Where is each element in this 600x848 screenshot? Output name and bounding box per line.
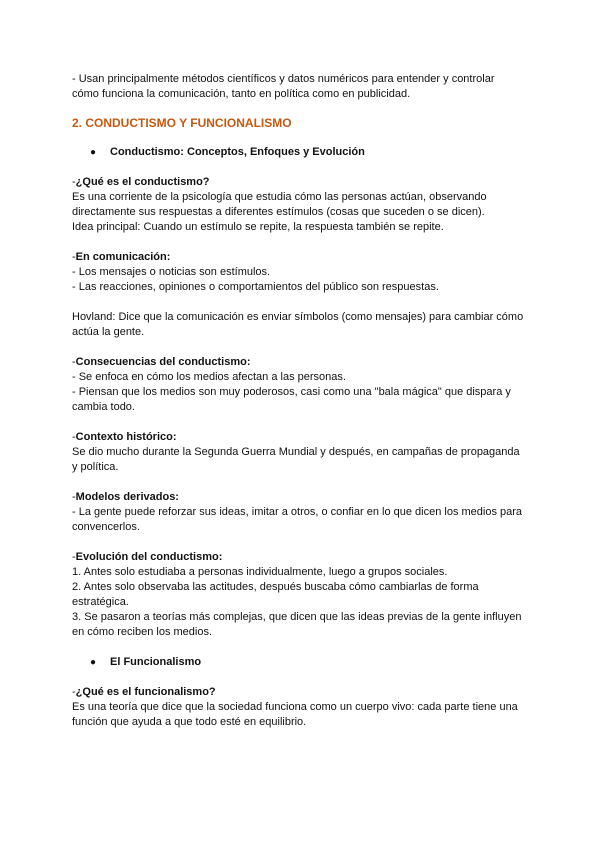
text-line: función que ayuda a que todo esté en equilibrio. — [72, 716, 307, 728]
block-label-line — [72, 550, 532, 565]
text-line: - Las reacciones, opiniones o comportamientos del público son respuestas. — [72, 281, 439, 293]
block-en-comunicacion — [72, 250, 532, 295]
text-line: directamente sus respuestas a diferentes estímulos (cosas que suceden o se dicen). — [72, 206, 485, 218]
block-hovland — [72, 310, 532, 340]
block-modelos-derivados — [72, 490, 532, 535]
block-label-line — [72, 250, 532, 265]
block-label-line — [72, 490, 532, 505]
label-dash: - — [72, 356, 76, 368]
bullet-heading-conductismo: Conductismo: Conceptos, Enfoques y Evolución — [110, 146, 365, 158]
text-line: y política. — [72, 461, 119, 473]
text-line: actúa la gente. — [72, 326, 145, 338]
document-content — [72, 72, 532, 745]
block-label-line — [72, 175, 532, 190]
label-dash: - — [72, 686, 76, 698]
text-line: Se dio mucho durante la Segunda Guerra Mundial y después, en campañas de propaganda — [72, 446, 520, 458]
block-label: Evolución del conductismo: — [75, 551, 223, 563]
text-line: estratégica. — [72, 596, 129, 608]
text-line: - Usan principalmente métodos científicos y datos numéricos para entender y controlar — [72, 73, 495, 85]
intro-paragraph — [72, 72, 532, 102]
block-label: Contexto histórico: — [75, 431, 177, 443]
block-label-line — [72, 685, 532, 700]
block-label: En comunicación: — [75, 251, 171, 263]
text-line: en cómo reciben los medios. — [72, 626, 213, 638]
block-label: ¿Qué es el conductismo? — [75, 176, 210, 188]
text-line: - Se enfoca en cómo los medios afectan a las personas. — [72, 371, 346, 383]
block-label: Consecuencias del conductismo: — [75, 356, 251, 368]
label-dash: - — [72, 551, 76, 563]
block-que-es-funcionalismo — [72, 685, 532, 730]
section-heading: 2. CONDUCTISMO Y FUNCIONALISMO — [72, 116, 292, 130]
text-line: Es una teoría que dice que la sociedad funciona como un cuerpo vivo: cada parte tiene una — [72, 701, 518, 713]
bullet-icon: ● — [90, 147, 97, 158]
text-line: Idea principal: Cuando un estímulo se repite, la respuesta también se repite. — [72, 221, 444, 233]
block-evolucion — [72, 550, 532, 640]
block-label: Modelos derivados: — [75, 491, 179, 503]
block-label-line — [72, 430, 532, 445]
text-line: - Piensan que los medios son muy poderosos, casi como una "bala mágica" que dispara y — [72, 386, 511, 398]
block-consecuencias — [72, 355, 532, 415]
text-line: Hovland: Dice que la comunicación es enviar símbolos (como mensajes) para cambiar cómo — [72, 311, 524, 323]
text-line: - La gente puede reforzar sus ideas, imitar a otros, o confiar en lo que dicen los medios para — [72, 506, 523, 518]
text-line: cambia todo. — [72, 401, 135, 413]
bullet-icon: ● — [90, 657, 97, 668]
text-line: 1. Antes solo estudiaba a personas individualmente, luego a grupos sociales. — [72, 566, 448, 578]
text-line: 2. Antes solo observaba las actitudes, después buscaba cómo cambiarlas de forma — [72, 581, 479, 593]
text-line: cómo funciona la comunicación, tanto en política como en publicidad. — [72, 88, 411, 100]
label-dash: - — [72, 431, 76, 443]
text-line: 3. Se pasaron a teorías más complejas, que dicen que las ideas previas de la gente influyen — [72, 611, 522, 623]
bullet-heading-funcionalismo: El Funcionalismo — [110, 656, 202, 668]
bullet-conductismo — [90, 145, 532, 160]
block-que-es-conductismo — [72, 175, 532, 235]
text-line: convencerlos. — [72, 521, 140, 533]
label-dash: - — [72, 491, 76, 503]
block-contexto-historico — [72, 430, 532, 475]
block-label-line — [72, 355, 532, 370]
text-line: - Los mensajes o noticias son estímulos. — [72, 266, 271, 278]
block-label: ¿Qué es el funcionalismo? — [75, 686, 216, 698]
label-dash: - — [72, 251, 76, 263]
text-line: Es una corriente de la psicología que estudia cómo las personas actúan, observando — [72, 191, 487, 203]
bullet-funcionalismo — [90, 655, 532, 670]
label-dash: - — [72, 176, 76, 188]
